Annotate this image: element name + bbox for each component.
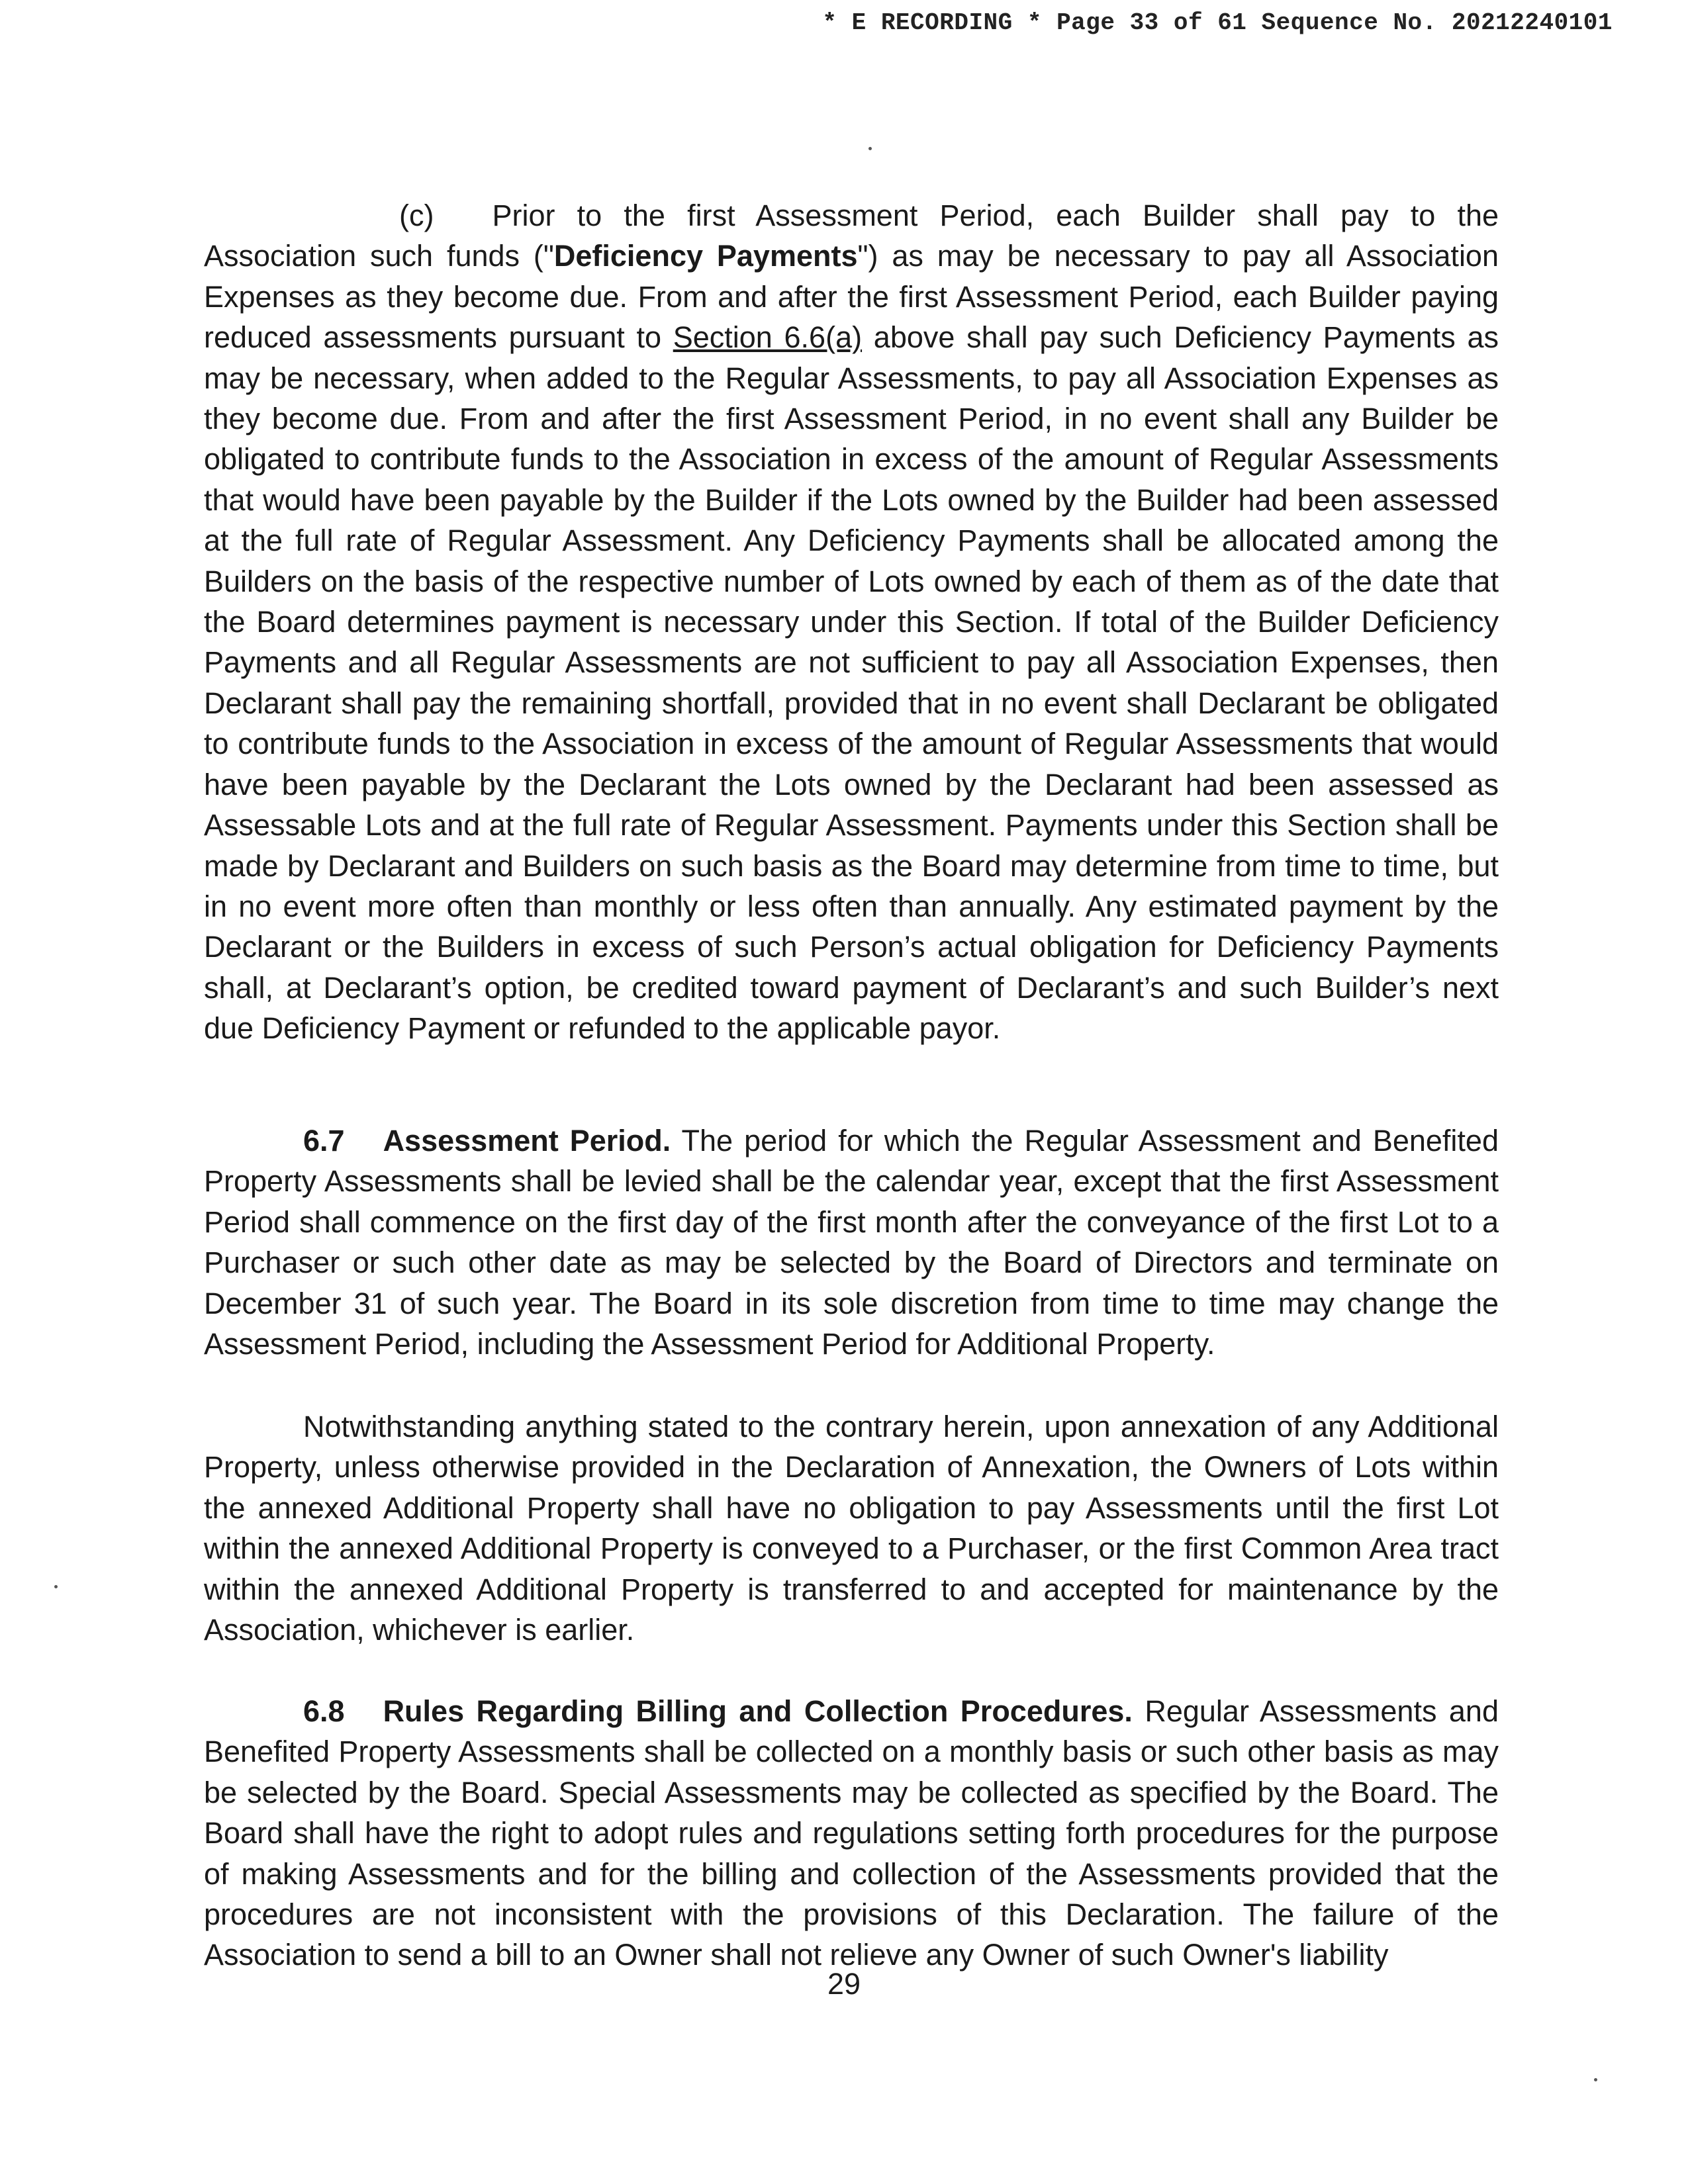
- section-6-8-paragraph: [204, 1691, 1499, 1976]
- section-6-8-text: Regular Assessments and Benefited Property Assessments shall be collected on a monthly basis or such other basis as may be selected by the Board. Special Assessments may be collected as specified by the Board. The Board shall have the right to adopt rules and regulations setting forth procedures for the purpose of making Assessments and for the billing and collection of the Assessments provided that the procedures are not inconsistent with the provisions of this Declaration. The failure of the Association to send a bill to an Owner shall not relieve any Owner of such Owner's liability: [204, 1694, 1499, 1972]
- recording-stamp: * E RECORDING * Page 33 of 61 Sequence No. 20212240101: [822, 9, 1613, 36]
- section-6-7-title: Assessment Period.: [383, 1124, 671, 1158]
- paragraph-c: [204, 195, 1499, 1049]
- annexation-paragraph-text: Notwithstanding anything stated to the contrary herein, upon annexation of any Additional Property, unless otherwise provided in the Declaration of Annexation, the Owners of Lots within the annexed Additional Property shall have no obligation to pay Assessments until the first Lot within the annexed Additional Property is conveyed to a Purchaser, or the first Common Area tract within the annexed Additional Property is transferred to and accepted for maintenance by the Association, whichever is earlier.: [204, 1410, 1499, 1647]
- paragraph-c-text-before-term: Prior to the first Assessment Period, each Builder shall pay to the Association such funds (": [204, 199, 1499, 273]
- section-6-8: [204, 1691, 1499, 1976]
- paragraph-c-text: [204, 195, 1499, 1049]
- scan-speck-top: [868, 147, 872, 150]
- annexation-paragraph: [204, 1406, 1499, 1650]
- section-6-7: [204, 1120, 1499, 1364]
- paragraph-c-text-after-term: ") as may be necessary to pay all Association Expenses as they become due. From and after the first Assessment Period, each Builder paying reduced assessments pursuant to: [204, 239, 1499, 355]
- section-6-8-number: 6.8: [303, 1694, 345, 1728]
- page-number: 29: [827, 1967, 861, 2001]
- section-6-7-number: 6.7: [303, 1124, 345, 1158]
- section-reference-6-6a: Section 6.6(a): [673, 320, 863, 355]
- paragraph-c-text-after-reference: above shall pay such Deficiency Payments as may be necessary, when added to the Regular Assessments, to pay all Association Expenses as they become due. From and after the first Assessment Period, in no event shall any Builder be obligated to contribute funds to the Association in excess of the amount of Regular Assessments that would have been payable by the Builder if the Lots owned by the Builder had been assessed at the full rate of Regular Assessment. Any Deficiency Payments shall be allocated among the Builders on the basis of the respective number of Lots owned by each of them as of the date that the Board determines payment is necessary under this Section. If total of the Builder Deficiency Payments and all Regular Assessments are not sufficient to pay all Association Expenses, then Declarant shall pay the remaining shortfall, provided that in no event shall Declarant be obligated to contribute funds to the Association in excess of the amount of Regular Assessments that would have been payable by the Declarant the Lots owned by the Declarant had been assessed as Assessable Lots and at the full rate of Regular Assessment. Payments under this Section shall be made by Declarant and Builders on such basis as the Board may determine from time to time, but in no event more often than monthly or less often than annually. Any estimated payment by the Declarant or the Builders in excess of such Person’s actual obligation for Deficiency Payments shall, at Declarant’s option, be credited toward payment of Declarant’s and such Builder’s next due Deficiency Payment or refunded to the applicable payor.: [204, 320, 1499, 1046]
- paragraph-c-label: (c): [399, 199, 434, 232]
- scan-speck-bottom-right: [1594, 2078, 1597, 2081]
- scan-speck-left: [54, 1585, 58, 1588]
- defined-term-deficiency-payments: Deficiency Payments: [553, 239, 858, 273]
- section-6-7-paragraph: [204, 1120, 1499, 1364]
- section-6-7-text: The period for which the Regular Assessment and Benefited Property Assessments shall be levied shall be the calendar year, except that the first Assessment Period shall commence on the first day of the first month after the conveyance of the first Lot to a Purchaser or such other date as may be selected by the Board of Directors and terminate on December 31 of such year. The Board in its sole discretion from time to time may change the Assessment Period, including the Assessment Period for Additional Property.: [204, 1124, 1499, 1361]
- section-6-8-title: Rules Regarding Billing and Collection Procedures.: [383, 1694, 1133, 1728]
